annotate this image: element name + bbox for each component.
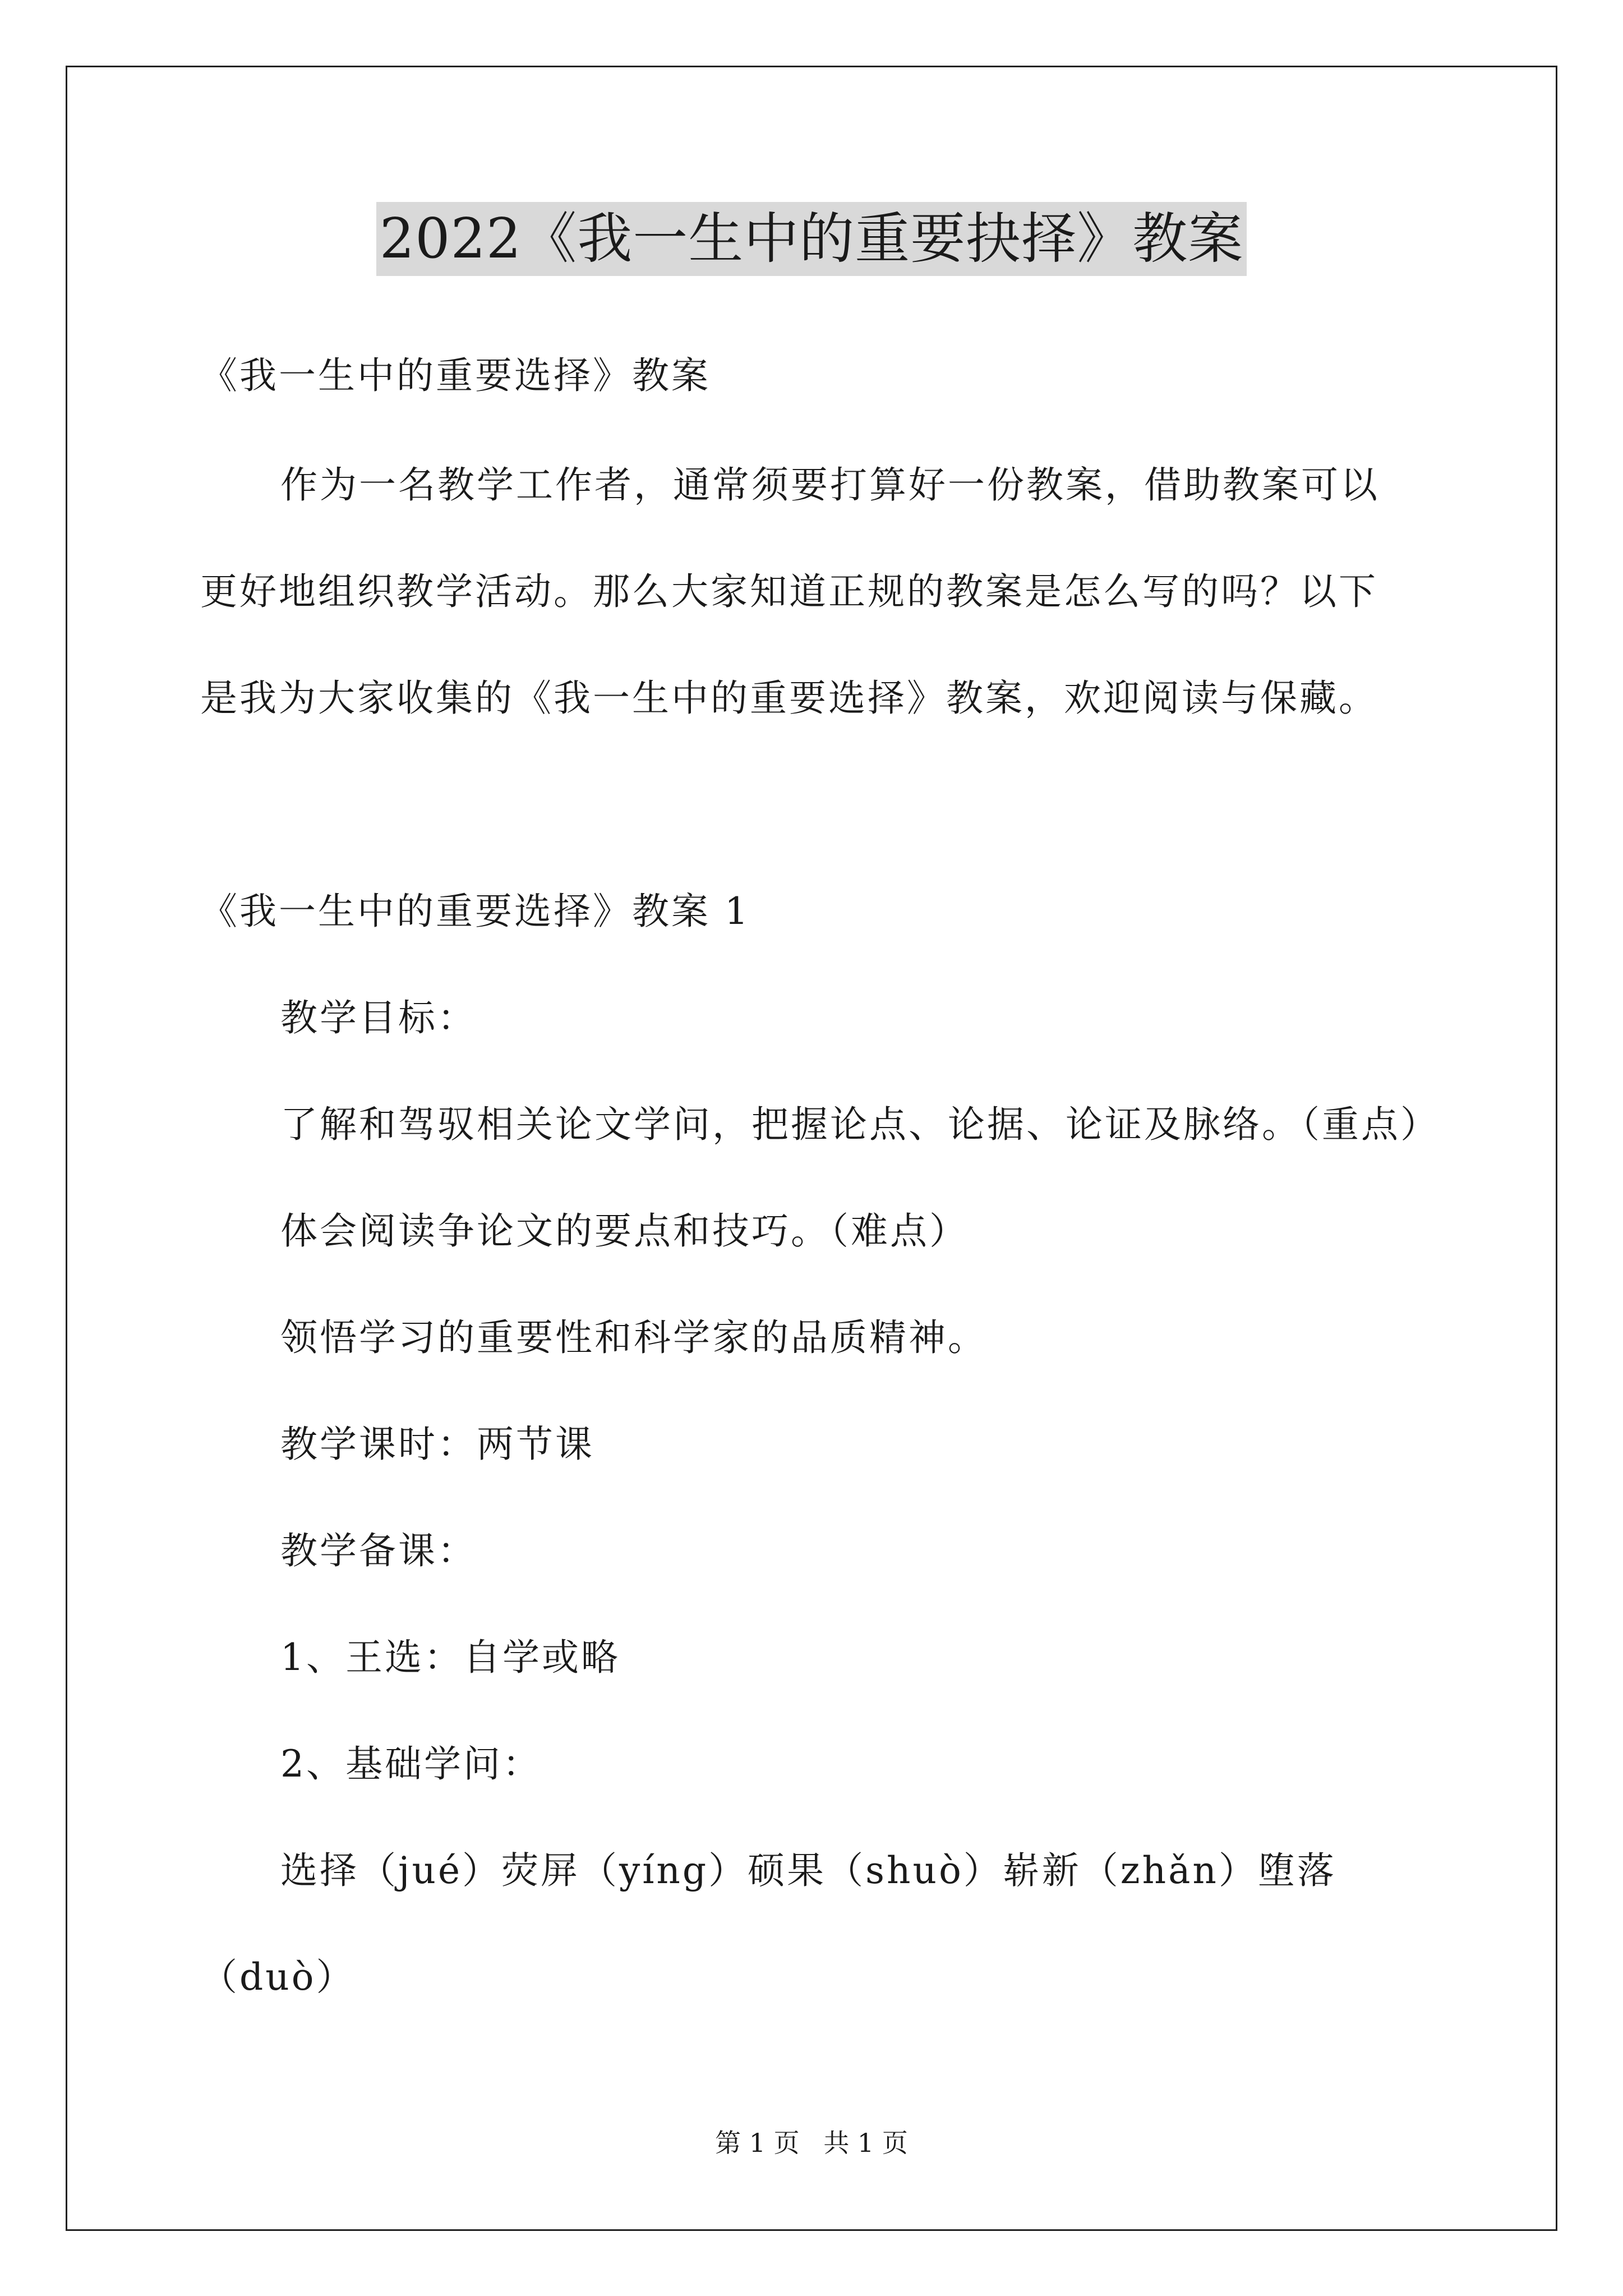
section-line-item-1: 1、王选：自学或略 (280, 1636, 620, 1679)
document-title-block (0, 202, 1623, 280)
section-line-pinyin-cont: （duò） (200, 1955, 356, 1999)
document-subtitle: 《我一生中的重要选择》教案 (200, 354, 711, 397)
intro-line-1: 作为一名教学工作者，通常须要打算好一份教案，借助教案可以 (280, 463, 1380, 507)
intro-line-3: 是我为大家收集的《我一生中的重要选择》教案，欢迎阅读与保藏。 (200, 677, 1378, 720)
section-line-objective-3: 领悟学习的重要性和科学家的品质精神。 (280, 1316, 987, 1359)
section-line-preparation: 教学备课： (280, 1529, 477, 1572)
intro-line-2: 更好地组织教学活动。那么大家知道正规的教案是怎么写的吗？以下 (200, 570, 1378, 613)
section-line-objective-2: 体会阅读争论文的要点和技巧。（难点） (280, 1209, 969, 1253)
section-line-objective-1: 了解和驾驭相关论文学问，把握论点、论据、论证及脉络。（重点） (280, 1103, 1440, 1146)
section-line-objectives-heading: 教学目标： (280, 996, 477, 1039)
page-number: 第 1 页 (715, 2128, 800, 2158)
section-line-item-2: 2、基础学问： (280, 1742, 542, 1786)
section-heading: 《我一生中的重要选择》教案 1 (200, 890, 750, 933)
page-total: 共 1 页 (823, 2128, 908, 2158)
section-line-pinyin: 选择（jué）荧屏（yíng）硕果（shuò）崭新（zhǎn）堕落 (280, 1849, 1336, 1892)
document-title: 2022《我一生中的重要抉择》教案 (376, 202, 1247, 276)
page-footer (0, 2126, 1623, 2160)
section-line-class-hours: 教学课时：两节课 (280, 1423, 594, 1466)
